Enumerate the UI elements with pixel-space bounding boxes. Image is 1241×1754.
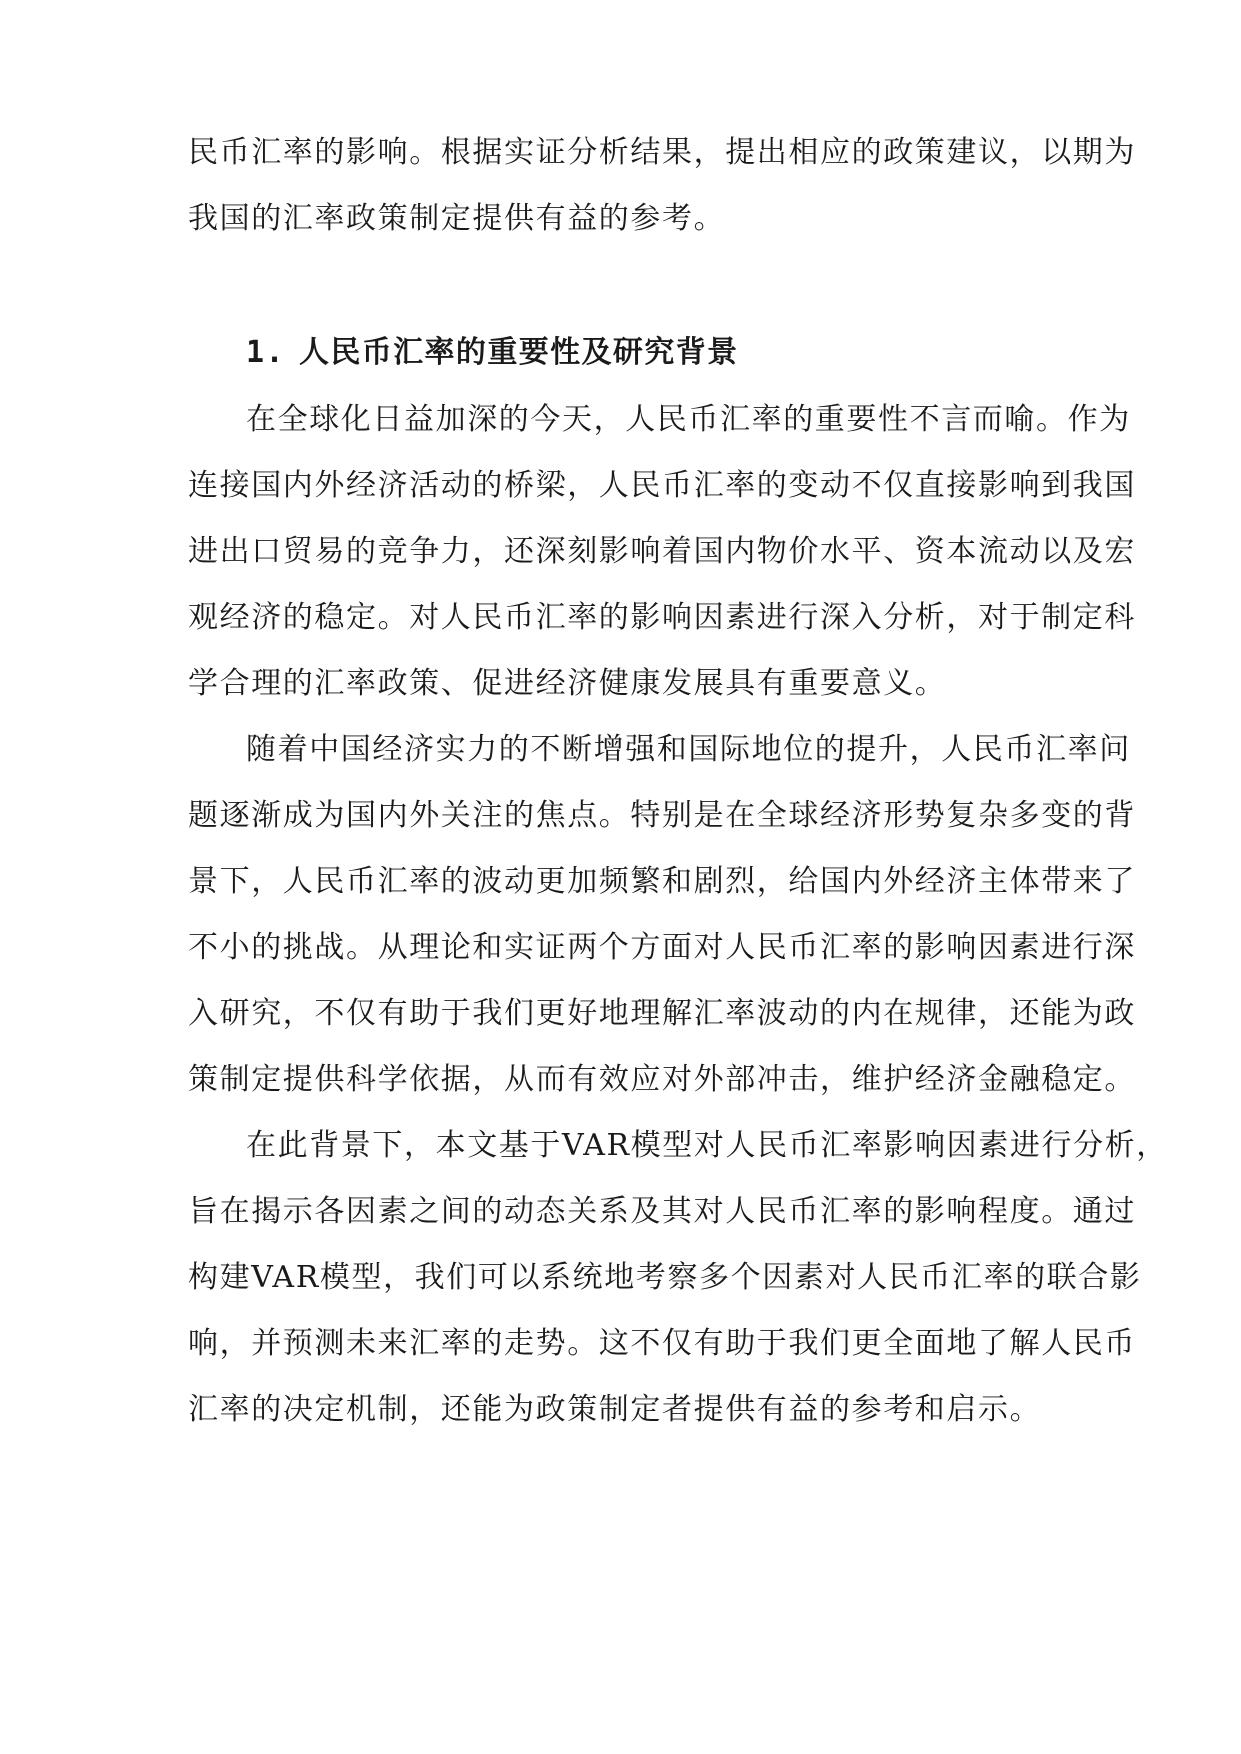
section-title: 人民币汇率的重要性及研究背景 — [298, 335, 739, 370]
para1-line-2: 连接国内外经济活动的桥梁，人民币汇率的变动不仅直接影响到我国 — [188, 468, 1136, 503]
para2-line-5: 入研究，不仅有助于我们更好地理解汇率波动的内在规律，还能为政 — [188, 996, 1136, 1031]
intro-line-1: 民币汇率的影响。根据实证分析结果，提出相应的政策建议，以期为 — [188, 135, 1136, 170]
para3-line-4: 响，并预测未来汇率的走势。这不仅有助于我们更全面地了解人民币 — [188, 1326, 1136, 1361]
para3-line-5: 汇率的决定机制，还能为政策制定者提供有益的参考和启示。 — [188, 1392, 1042, 1427]
para1-line-1: 在全球化日益加深的今天，人民币汇率的重要性不言而喻。作为 — [246, 402, 1131, 437]
para1-line-5: 学合理的汇率政策、促进经济健康发展具有重要意义。 — [188, 666, 947, 701]
para1-line-3: 进出口贸易的竞争力，还深刻影响着国内物价水平、资本流动以及宏 — [188, 534, 1136, 569]
section-number: 1. — [246, 335, 285, 370]
para2-line-4: 不小的挑战。从理论和实证两个方面对人民币汇率的影响因素进行深 — [188, 930, 1136, 965]
para2-line-2: 题逐渐成为国内外关注的焦点。特别是在全球经济形势复杂多变的背 — [188, 798, 1136, 833]
para2-line-6: 策制定提供科学依据，从而有效应对外部冲击，维护经济金融稳定。 — [188, 1062, 1136, 1097]
para3-line-3: 构建VAR模型，我们可以系统地考察多个因素对人民币汇率的联合影 — [188, 1260, 1142, 1295]
para3-line-2: 旨在揭示各因素之间的动态关系及其对人民币汇率的影响程度。通过 — [188, 1194, 1136, 1229]
para3-line-1: 在此背景下，本文基于VAR模型对人民币汇率影响因素进行分析， — [246, 1128, 1168, 1163]
para2-line-3: 景下，人民币汇率的波动更加频繁和剧烈，给国内外经济主体带来了 — [188, 864, 1136, 899]
section-heading — [246, 333, 739, 373]
para1-line-4: 观经济的稳定。对人民币汇率的影响因素进行深入分析，对于制定科 — [188, 600, 1136, 635]
para2-line-1: 随着中国经济实力的不断增强和国际地位的提升，人民币汇率问 — [246, 732, 1131, 767]
intro-line-2: 我国的汇率政策制定提供有益的参考。 — [188, 201, 726, 236]
